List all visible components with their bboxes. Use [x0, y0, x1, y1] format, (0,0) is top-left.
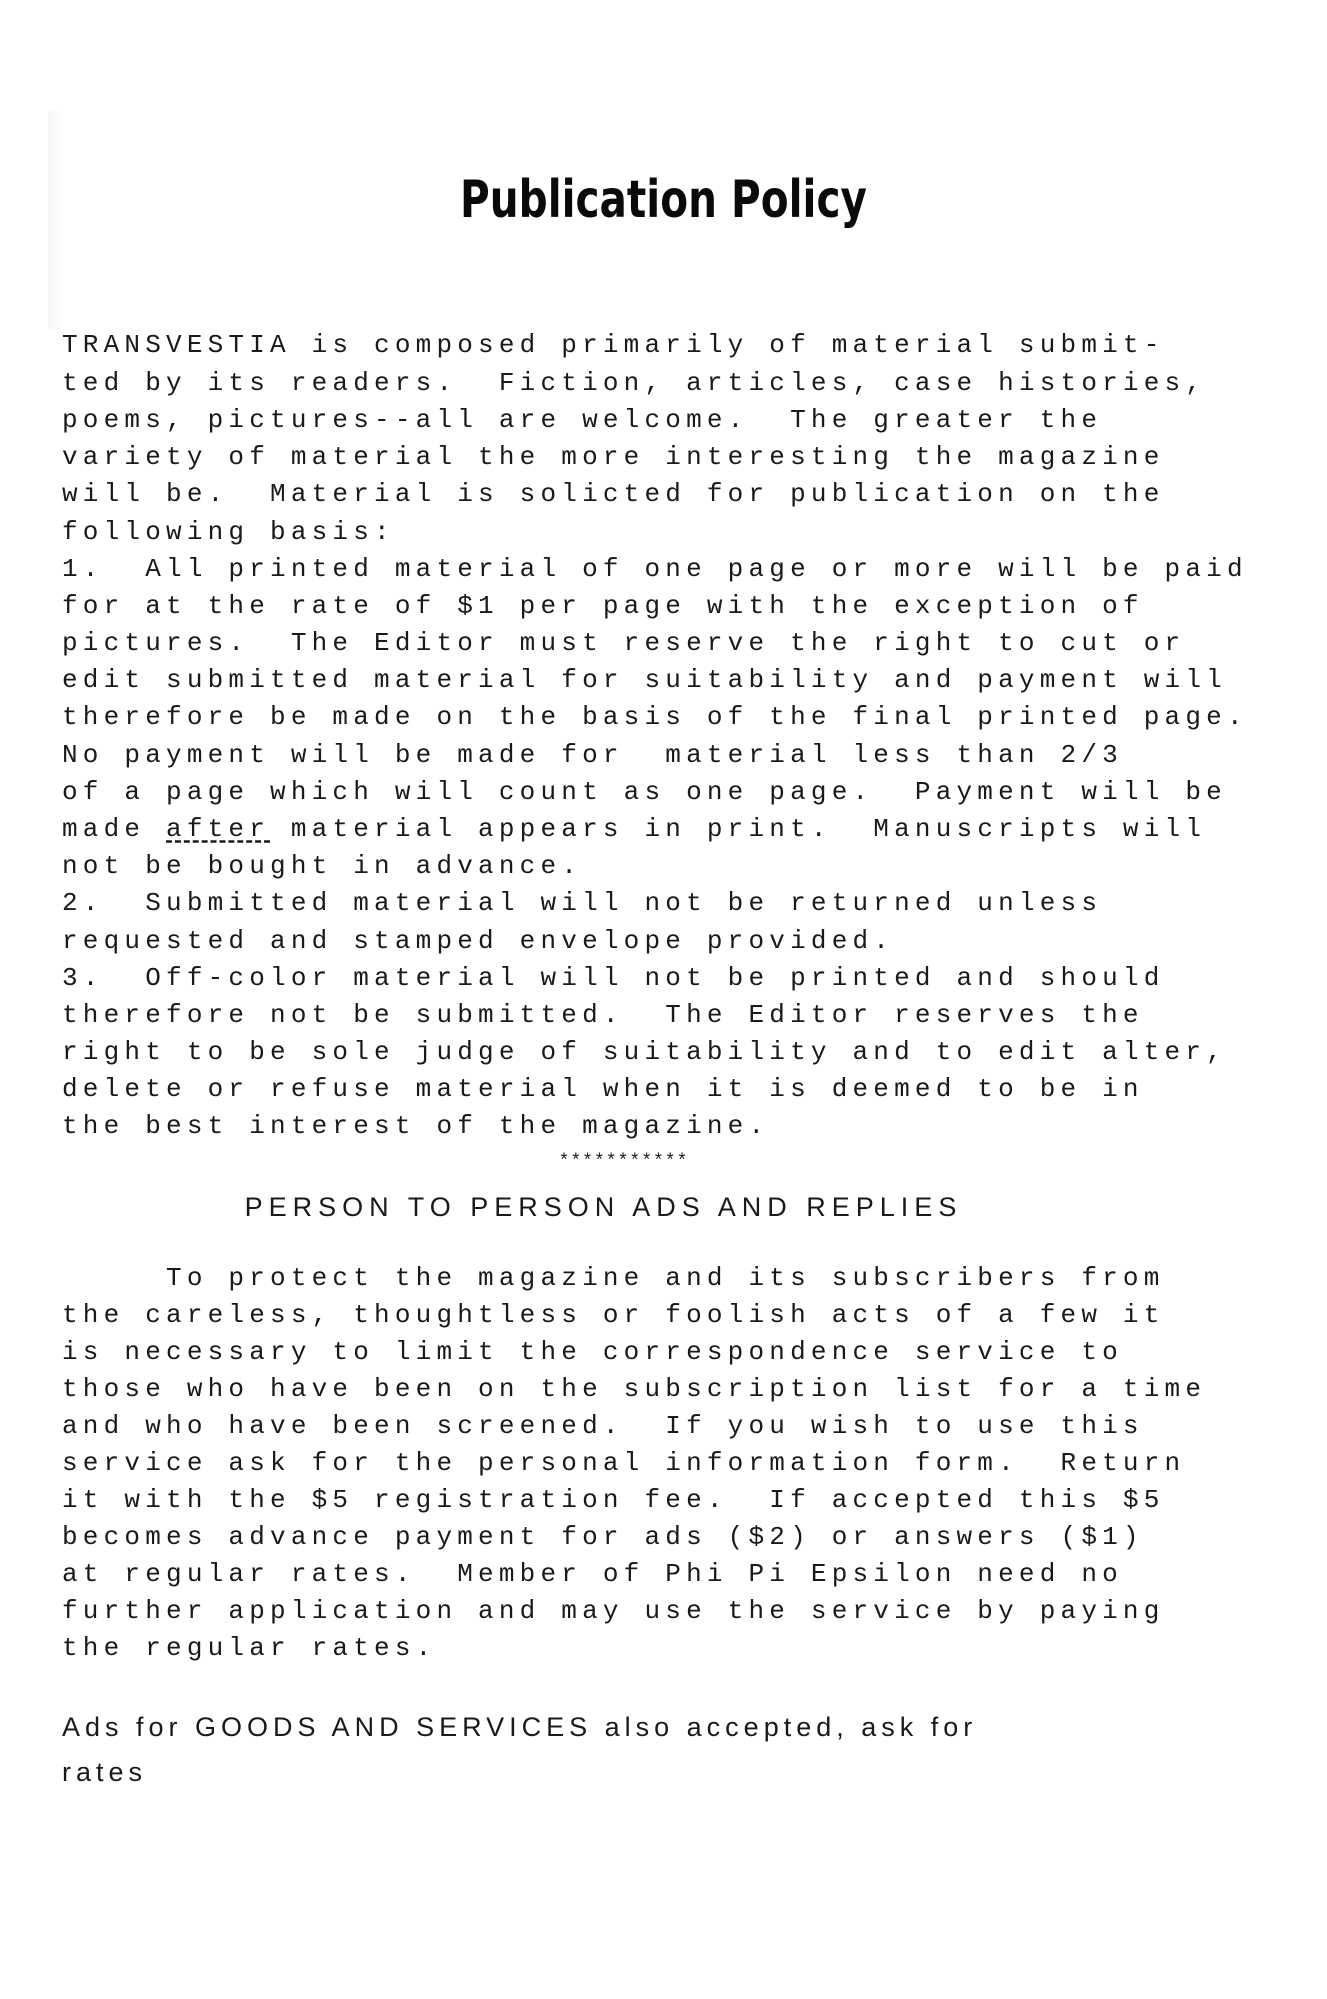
- policy-line-made-after: [62, 814, 1206, 844]
- policy-line: variety of material the more interesting the magazine: [62, 442, 1165, 472]
- ads-line: service ask for the personal information form. Return: [62, 1448, 1186, 1478]
- divider-stars: ***********: [558, 1152, 689, 1172]
- policy-line: No payment will be made for material less than 2/3: [62, 740, 1123, 770]
- ads-line: the regular rates.: [62, 1633, 437, 1663]
- ads-line: and who have been screened. If you wish to use this: [62, 1411, 1144, 1441]
- policy-line: 1. All printed material of one page or more will be paid: [62, 554, 1248, 584]
- policy-line: requested and stamped envelope provided.: [62, 926, 895, 956]
- policy-line: ted by its readers. Fiction, articles, case histories,: [62, 368, 1207, 398]
- policy-line: will be. Material is solicted for publication on the: [62, 479, 1165, 509]
- policy-line: of a page which will count as one page. Payment will be: [62, 777, 1227, 807]
- goods-line: Ads for GOODS AND SERVICES also accepted, ask for: [62, 1712, 978, 1742]
- policy-line: for at the rate of $1 per page with the exception of: [62, 591, 1144, 621]
- policy-line: poems, pictures--all are welcome. The greater the: [62, 405, 1103, 435]
- policy-line: delete or refuse material when it is deemed to be in: [62, 1074, 1144, 1104]
- underlined-word: after: [166, 814, 271, 844]
- ads-line: further application and may use the service by paying: [62, 1596, 1165, 1626]
- policy-line: 2. Submitted material will not be returned unless: [62, 888, 1103, 918]
- policy-line: the best interest of the magazine.: [62, 1111, 770, 1141]
- policy-line: 3. Off-color material will not be printed and should: [62, 963, 1165, 993]
- ads-line: those who have been on the subscription list for a time: [62, 1374, 1207, 1404]
- policy-line: pictures. The Editor must reserve the right to cut or: [62, 628, 1186, 658]
- scan-shadow: [48, 110, 64, 330]
- policy-line: right to be sole judge of suitability and to edit alter,: [62, 1037, 1227, 1067]
- policy-line: not be bought in advance.: [62, 851, 583, 881]
- ads-line: the careless, thoughtless or foolish acts of a few it: [62, 1300, 1165, 1330]
- policy-line: TRANSVESTIA is composed primarily of material submit-: [62, 330, 1165, 360]
- policy-line: therefore not be submitted. The Editor reserves the: [62, 1000, 1144, 1030]
- ads-line: To protect the magazine and its subscribers from: [62, 1263, 1165, 1293]
- ads-line: is necessary to limit the correspondence service to: [62, 1337, 1123, 1367]
- policy-line: therefore be made on the basis of the final printed page.: [62, 702, 1248, 732]
- policy-line: edit submitted material for suitability and payment will: [62, 665, 1227, 695]
- ads-heading: PERSON TO PERSON ADS AND REPLIES: [244, 1192, 963, 1222]
- ads-line: at regular rates. Member of Phi Pi Epsilon need no: [62, 1559, 1123, 1589]
- goods-line: rates: [62, 1757, 148, 1787]
- ads-line: it with the $5 registration fee. If accepted this $5: [62, 1485, 1165, 1515]
- text-fragment: material appears in print. Manuscripts will: [270, 814, 1207, 844]
- ads-line: becomes advance payment for ads ($2) or answers ($1): [62, 1522, 1144, 1552]
- policy-line: following basis:: [62, 517, 395, 547]
- page-title: Publication Policy: [460, 170, 867, 230]
- text-fragment: made: [62, 814, 167, 844]
